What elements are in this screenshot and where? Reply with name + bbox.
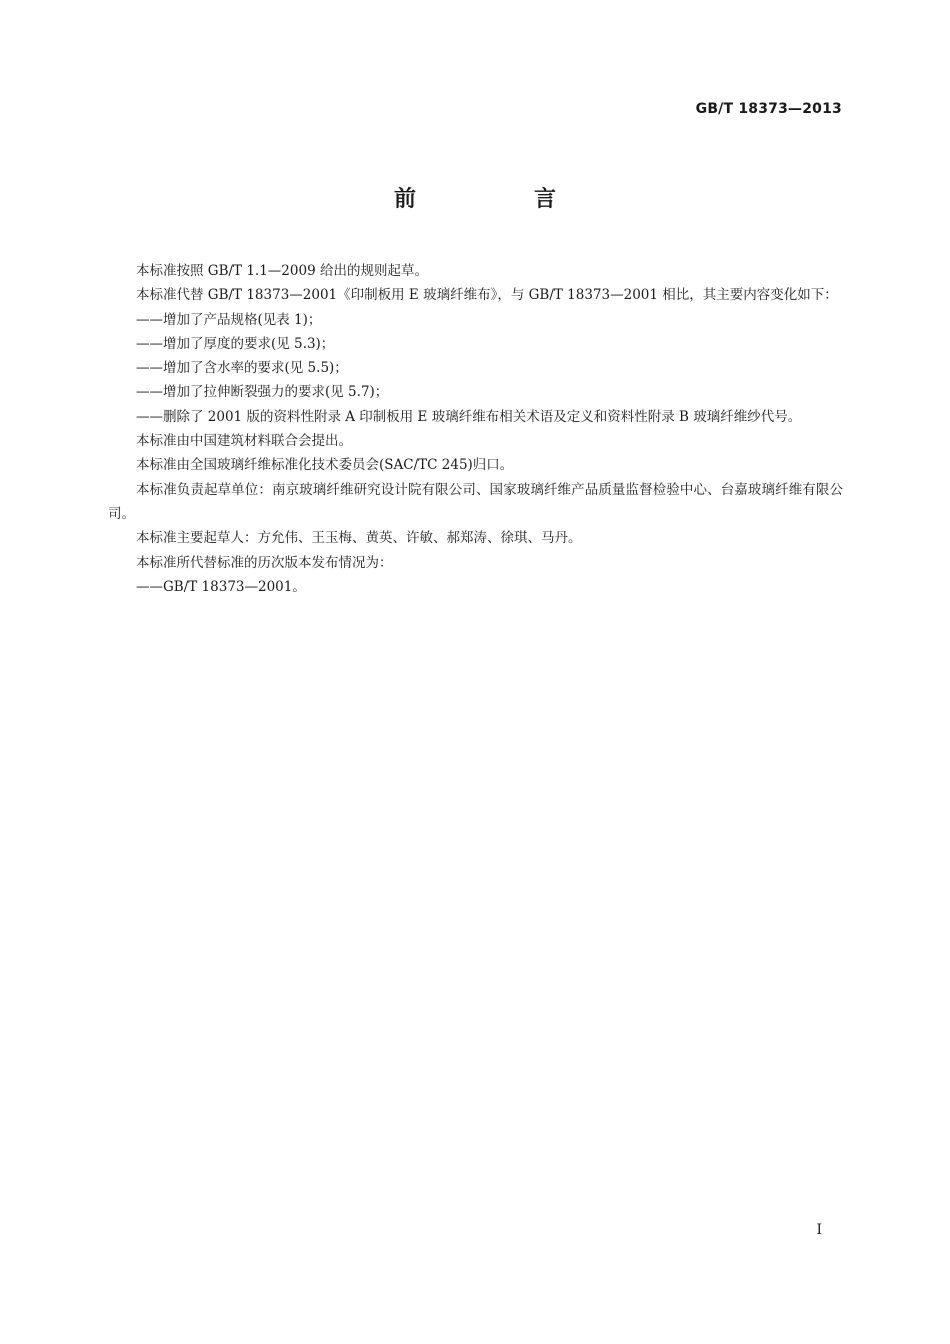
page-number: I <box>816 1222 822 1238</box>
page-title: 前 言 <box>393 187 604 212</box>
paragraph-technical-committee: 本标准由全国玻璃纤维标准化技术委员会(SAC/TC 245)归口。 <box>136 457 514 474</box>
paragraph-drafting-rules: 本标准按照 GB/T 1.1—2009 给出的规则起草。 <box>136 263 428 279</box>
history-item: ——GB/T 18373—2001。 <box>136 578 306 595</box>
change-item: ——增加了产品规格(见表 1)； <box>136 311 322 328</box>
standard-code: GB/T 18373—2013 <box>695 101 842 117</box>
change-item: ——增加了厚度的要求(见 5.3)； <box>136 335 335 352</box>
change-item: ——增加了拉伸断裂强力的要求(见 5.7)； <box>136 384 389 401</box>
paragraph-drafting-units: 本标准负责起草单位：南京玻璃纤维研究设计院有限公司、国家玻璃纤维产品质量监督检验中心、台嘉玻璃纤维有限公司。 <box>108 481 843 522</box>
paragraph-proposed-by: 本标准由中国建筑材料联合会提出。 <box>136 433 352 450</box>
change-item: ——增加了含水率的要求(见 5.5)； <box>136 360 348 377</box>
paragraph-history: 本标准所代替标准的历次版本发布情况为： <box>136 554 393 571</box>
paragraph-drafters: 本标准主要起草人：方允伟、王玉梅、黄英、许敏、郝郑涛、徐琪、马丹。 <box>136 530 582 547</box>
paragraph-replaces: 本标准代替 GB/T 18373—2001《印制板用 E 玻璃纤维布》，与 GB/T 18373—2001 相比，其主要内容变化如下： <box>136 287 838 304</box>
foreword-body <box>108 259 843 599</box>
change-item: ——删除了 2001 版的资料性附录 A 印制板用 E 玻璃纤维布相关术语及定义和资料性附录 B 玻璃纤维纱代号。 <box>136 408 802 425</box>
